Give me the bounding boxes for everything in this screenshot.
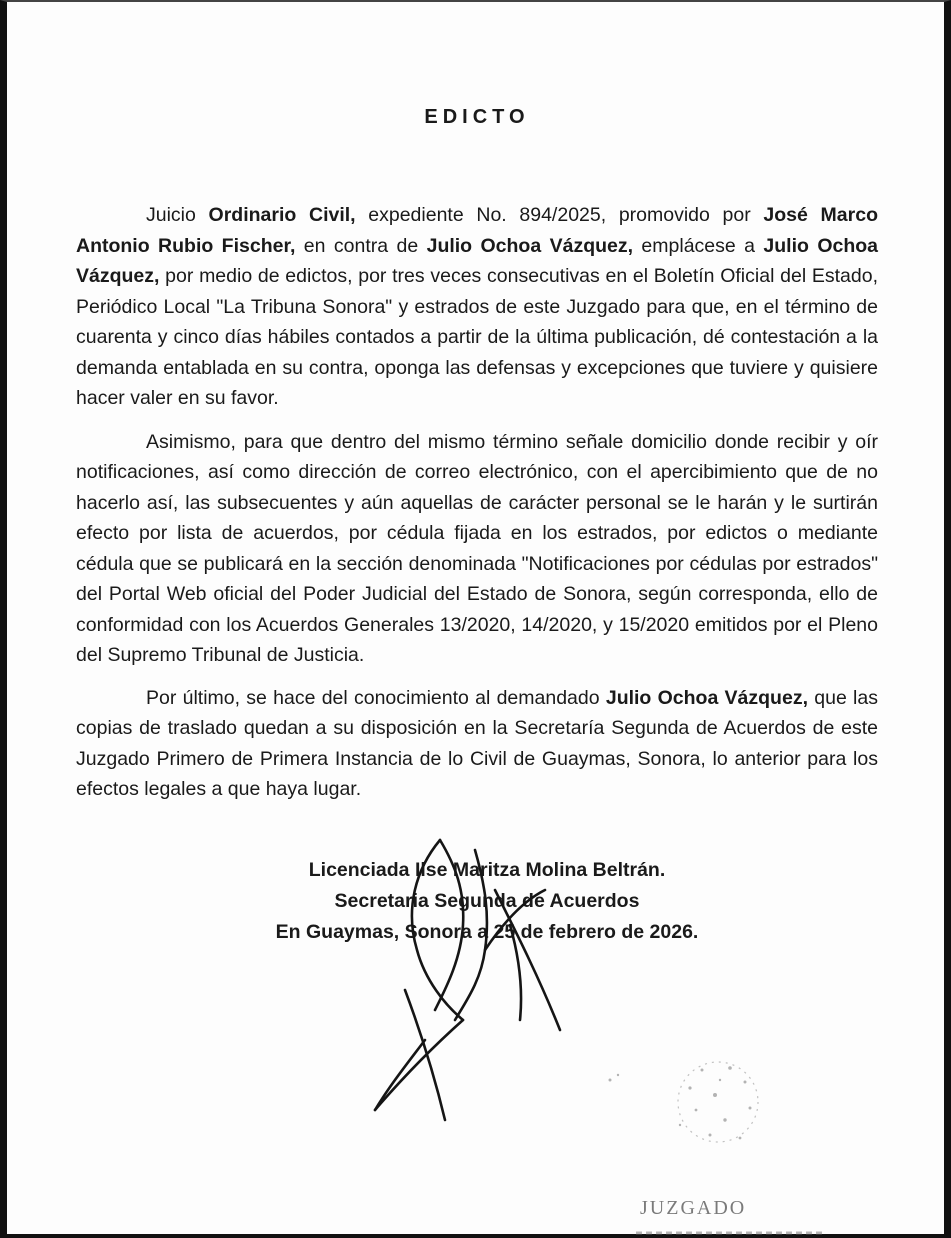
edict-document xyxy=(76,96,878,948)
paragraph-summons xyxy=(76,200,878,414)
defendant-name: Julio Ochoa Vázquez, xyxy=(605,686,808,709)
text: expediente No. 894/2025, promovido por xyxy=(355,204,764,226)
handwritten-signature xyxy=(345,830,585,1130)
text: en contra de xyxy=(295,234,427,257)
paragraph-closing xyxy=(76,683,878,805)
plaintiff-name: José Marco Antonio Rubio Fischer, xyxy=(76,204,878,257)
paragraph-notifications: Asimismo, para que dentro del mismo término señale domicilio donde recibir y oír notificaciones, así como dirección de correo electrónico, con el apercibimiento que de no hacerlo así, las subsecuentes y aún aquellas de carácter personal se le harán y le surtirán efecto por lista de acuerdos, por cédula fijada en los estrados, por edictos o mediante cédula que se publicará en la sección denominada "Notificaciones por cédulas por estrados" del Portal Web oficial del Poder Judicial del Estado de Sonora, según corresponda, ello de conformidad con los Acuerdos Generales 13/2020, 14/2020, y 15/2020 emitidos por el Pleno del Supremo Tribunal de Justicia. xyxy=(76,430,878,666)
signer-name: Licenciada Ilse Maritza Molina Beltrán. xyxy=(308,858,666,881)
stamp-text xyxy=(636,1188,836,1238)
defendant-name: Julio Ochoa Vázquez, xyxy=(426,234,634,257)
text: Por último, se hace del conocimiento al demandado xyxy=(146,686,606,709)
text: emplácese a xyxy=(633,234,764,257)
text: Juicio xyxy=(146,204,209,226)
stamp-label: JUZGADO xyxy=(640,1197,747,1219)
defendant-name: Julio Ochoa Vázquez, xyxy=(76,234,878,287)
place-date: En Guaymas, Sonora a 25 de febrero de 2026. xyxy=(275,920,699,943)
text: por medio de edictos, por tres veces consecutivas en el Boletín Oficial del Estado, Periódico Local "La Tribuna Sonora" y estrados de este Juzgado para que, en el término de cuarenta y cinco días hábiles contados a partir de la última publicación, dé contestación a la demanda entablada en su contra, oponga las defensas y excepciones que tuviere y quisiere hacer valer en su favor. xyxy=(76,265,878,409)
text: que las copias de traslado quedan a su disposición en la Secretaría Segunda de Acuerdos de este Juzgado Primero de Primera Instancia de lo Civil de Guaymas, Sonora, lo anterior para los efectos legales a que haya lugar. xyxy=(76,686,878,800)
signer-role: Secretaria Segunda de Acuerdos xyxy=(334,889,640,912)
official-seal xyxy=(600,1040,800,1160)
case-type: Ordinario Civil, xyxy=(208,204,356,226)
document-title: EDICTO xyxy=(424,106,530,128)
